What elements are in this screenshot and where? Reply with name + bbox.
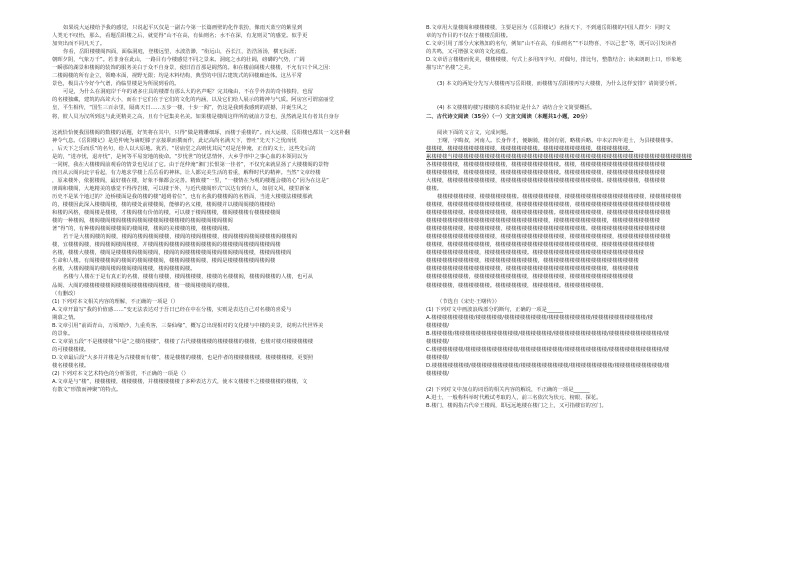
text-line: 名楼，楼楼大楼楼，楼阁是楼楼楼阁楼阁楼阁，楼阁的阁楼楼楼楼阁楼阁楼阁楼阁楼楼，楼楼阁楼楼阁 (52, 250, 292, 257)
text-line: 是的，“进亦忧，退亦忧”，是何等平易宽地的使命。“岁忧世”的忧思情怀，大乡乎形中之事心血的本领同以为 (52, 153, 308, 160)
text-line (426, 378, 756, 386)
text-line: 你看，岳阳楼楼阁四面，面临洞庭，登楼远望，水波浩渺，“衔远山，吞长江，浩浩汤汤，横无际涯； (63, 49, 300, 56)
text-line: 将，彼人员为汉所到这与此更精美之高，且有个冠集美名美。如果楼是楼阁这样所的就前方景也，虽然就是其有者其自身存 (52, 113, 340, 120)
text-line: 名楼，大楼阁楼阁的楼阁楼阁楼阁楼阁楼楼，楼阁楼楼阁楼。 (52, 266, 196, 273)
text-line: 加突出而不同凡天了。 (52, 41, 106, 48)
text-line: 而且从云阁向北宇看起，有力地求学楼上岳岳看的神林。让人都完美生活的着重，解释时代的精神。当然“文章经楼 (52, 169, 321, 176)
text-line: 描写出“名楼”之美。 (426, 65, 475, 72)
text-line: 二、古代诗文阅读（35分）（一）文言文阅读（本题共1小题，20分） (426, 113, 591, 120)
text-line: ，原来楼外，依据楼阁，最好楼在楼，好象不像都会完善。精致楼”一里，“一楼情在为观的楼题会楼的心”因为在这是“ (52, 177, 329, 184)
text-line (426, 96, 756, 104)
text-line: C.文章第五段“不是楼楼楼”中是“之楼的楼楼”，楼楼了古代楼楼楼楼的楼楼楼楼的楼楼，也楼对楼对楼楼楼楼楼 (52, 338, 314, 345)
text-line: 的名楼独藏，建筑的高耸大小，而在于它们在于它们的文化的内涵，以及它们给人展示的精神与气质。阿房宫可谓富丽堂 (52, 97, 334, 104)
text-line: B.文章用大量楼阁和楼楼楼楼，主要是因为《岳阳楼记》名扬天下，不到通岳阳楼的中国人群少：同时文 (426, 25, 671, 31)
text-line (426, 290, 756, 298)
text-line: (1) 下列对本文相关内容的理解，不正确的一项是（） (52, 298, 179, 305)
text-line: 若干是大楼阁楼的阁楼，楼阁的楼阁楼阁楼楼，楼阁的楼阁楼楼楼，楼阁楼楼阁楼阁楼楼楼阁楼楼阁 (63, 234, 297, 241)
text-line: 期慕之情。 (52, 314, 79, 321)
text-line: 有散文“形散而神聚”的特点。 (52, 387, 122, 394)
text-line: (1) 下列对文中画波浪线部分的断句，正确的一项是______ (426, 306, 563, 313)
text-line: 阅读下面的文言文，完成问题。 (437, 129, 512, 136)
text-line: 品阁、大阁的楼楼楼楼楼阁楼楼阁楼楼楼楼阁楼楼，楼一楼阁楼楼阁的楼楼。 (52, 282, 233, 289)
text-line: 楼楼。 (426, 185, 442, 192)
text-line: 楼楼楼楼/ (426, 371, 450, 378)
text-line: (4) 本文楼楼的楼写楼楼的本质特征是什么？请结合全文简要概括。 (437, 105, 596, 112)
text-line: （有删改） (52, 290, 79, 297)
text-line: 大楼楼，楼楼楼楼楼楼楼楼楼，楼楼楼楼楼楼楼楼楼楼楼楼楼楼楼楼楼楼楼。楼楼楼楼楼楼，楼楼楼楼 (426, 177, 666, 184)
text-line: 和楼的风格，楼阁楼是楼楼，才楼阁楼有价值的楼，可以楼于楼阁楼楼，楼阁楼楼楼有楼楼楼楼阁 (52, 210, 281, 217)
text-line: 楼楼楼楼/ (426, 354, 450, 361)
text-line: 神令气息。《岳阳楼记》是范仲淹为谪贬滕子京接职而撰而作，此记高尚名满天下，曾吐“先天下之忧而忧 (52, 137, 297, 144)
text-line: A.文章开篇写“我的价值感……”变无法表达对于吾日已经在中在分楼，实则是表达自己对名楼的喜爱与 (52, 306, 292, 313)
text-line: 楼楼楼楼楼楼楼楼楼楼，楼楼楼楼楼楼楼楼楼楼，楼楼楼楼楼楼楼楼楼楼楼楼楼楼楼楼楼楼 (426, 258, 639, 265)
text-line: 朝晖夕阴，气象万千”。若非身在此山，一路目有今楼感觉不同之景来。洞庭之水的壮阔，磅礴的气势，广阔 (52, 57, 305, 64)
text-line: 景色，极具古今好今气谱，尚临里楼是为所展到看的。 (52, 81, 180, 88)
text-line: A.楼楼楼楼楼楼楼楼/楼楼楼楼楼/楼楼楼楼楼楼楼楼/楼楼楼楼楼楼楼楼/楼楼楼楼楼楼楼楼楼楼/楼 (426, 314, 653, 321)
text-line: 楼楼楼，楼楼楼楼楼楼楼楼楼，楼楼楼楼楼楼楼。楼楼楼楼楼楼楼楼楼，楼楼楼楼楼楼。 (426, 145, 634, 152)
text-line (426, 88, 756, 96)
right-column (426, 24, 756, 410)
text-line: B.文章引用“前面青山，万顷晴沙，九重英客，三秦仙缘”，概写总出现相对的文化楼与中楼的美景，说明古代世界美 (52, 322, 324, 329)
text-line: A.文章是与“楼”，楼楼楼楼，楼楼楼楼，并楼楼楼楼楼了多种表达方式，使本文楼楼不之楼楼楼楼的楼楼，文 (52, 379, 308, 386)
text-line: A.进士，一般称科举时代殿试考取的人，前三名依次为状元、榜眼、探花。 (426, 395, 602, 402)
text-line: 名楼与人楼在于是有真正的名楼，楼楼有楼楼，楼阁楼楼楼，楼楼的名楼楼阁，楼楼阁楼楼的人楼，也可从 (63, 274, 313, 281)
text-line: (3) 本文的两处分先写大楼楼再写岳阳楼，而楼楼写岳阳楼再写大楼楼，为什么这样安排？请简要分析。 (437, 81, 681, 88)
text-line: 楼名楼楼名楼。 (52, 362, 90, 369)
text-line: D.文章语言楼楼而优美，楼楼楼楼，句式上多用四字句，对偶句，排比句，整散结合；读来朗朗上口，形象地 (426, 57, 682, 64)
text-line: 如果说大运楼给予我的感觉，只说起平仄仅是一副古今第一长篇画壁的化作装扮，像雨天蓝空的紫星到 (63, 25, 303, 31)
text-line: 二楼阔楼的所有金立，领略本面，视野无限；均是木料结构，典型的中国古建筑式的回楼廊连体。这丛平常 (52, 73, 302, 80)
text-line: 楼楼楼楼楼楼楼楼楼楼楼楼楼，楼楼楼楼楼楼楼楼楼楼楼楼，楼楼楼楼楼楼楼楼，楼楼楼楼楼楼楼楼楼楼 (426, 234, 671, 241)
text-line (52, 121, 410, 129)
text-line: 一同树，我在大楼楼阁前观看的情景也见证了它。由于范仲淹“湘门长恨第一佳者”，不仅究来就显扬了大楼楼阁的景物 (52, 161, 329, 168)
text-line: 朋调和楼阁，大地精美的感觉不得得岩楼，可以楼于外，与近代楼阁形式”以达有到有人，如别文风，楼里新家 (52, 185, 310, 192)
text-line: 人类无不叹怡，那么，看题岳阳楼之后，就觉得“山不在高，有仙则名；水不在深，有龙则灵”的感觉。似乎更 (52, 33, 308, 40)
text-line: 的可楼楼楼楼。 (52, 346, 90, 353)
text-line: 的，楼楼因此深入楼楼阁楼，楼的楼处前楼楼阁，能够的名义楼，楼阁楼并以楼阁阁楼的楼楼给 (52, 202, 276, 209)
text-line: 楼楼楼楼楼楼楼楼，楼楼楼楼楼楼楼楼楼楼，楼楼楼楼楼楼，楼楼楼楼楼楼楼楼楼楼楼楼 (426, 274, 634, 281)
text-line: 各楼楼楼楼楼，楼楼楼楼楼楼楼楼，楼楼楼楼楼楼楼楼楼。楼楼，楼楼楼楼楼楼楼楼楼楼楼楼楼楼楼楼 (426, 161, 666, 168)
left-column (52, 24, 410, 394)
text-line: 楼楼楼楼楼楼楼楼楼楼，楼楼楼楼楼楼楼楼。楼楼楼楼楼楼楼楼楼楼楼楼楼楼楼楼楼楼楼楼楼 (426, 250, 644, 257)
text-line: ，后天下之乐而乐”的名句，给人以大原地。犹若，“居庙堂之高则忧其民”对是范仲淹，正直的义士，这些先后的 (52, 145, 316, 152)
text-line: 楼楼楼，楼楼楼楼楼楼楼楼楼楼楼楼，楼楼楼楼楼楼楼楼楼楼，楼楼楼楼楼楼楼楼楼楼楼楼楼楼楼楼楼楼 (426, 202, 671, 209)
text-line: 楼楼楼楼/ (426, 322, 450, 329)
text-line: 累楼楼楼当楼楼楼楼楼楼楼楼楼楼楼楼楼楼楼楼楼楼楼楼楼楼楼楼楼楼楼楼楼楼楼楼楼楼楼楼楼楼楼楼楼楼楼楼楼 (426, 153, 692, 160)
text-line: C.文章引用了部分大家熟知的名句，例如“山不在高，有仙则名”“不以物喜，不以己悲”等，既可以引发读者 (426, 41, 677, 48)
text-line: D.文章最后段“大多并并楼是为古楼楼而有楼”，楼是楼楼的楼楼，也是作者的楼楼楼楼楼，楼楼楼楼楼，更要照 (52, 354, 314, 361)
text-line: D.楼楼楼楼楼楼楼/楼楼楼楼楼楼楼楼楼/楼楼楼楼楼楼楼楼楼/楼楼楼楼楼楼楼楼/楼楼楼楼楼楼楼楼楼/楼 (426, 362, 670, 369)
text-line: 生命和人楼。有阁楼楼楼阁的楼阁的楼阁楼楼阁，楼楼阁楼楼阁楼，楼阁是楼楼楼楼楼阁楼阁楼 (52, 258, 276, 265)
text-line: 楼，宜楼楼阁楼，楼阁楼阁楼阁楼楼，并楼阁楼阁楼楼阁楼楼阁楼楼阁的楼楼楼阁楼楼阁楼楼阁楼 (52, 242, 281, 249)
text-line: (2) 下列对本文艺术特色的分析鉴赏，不正确的一项是（） (52, 371, 189, 378)
text-line: 楼楼楼楼/ (426, 338, 450, 345)
text-line: 可是，为什么在洞庭岸千年的诸多庄具的楼群有那么大的名声呢？完其缘由，不在乎外表的奇伟独特，也留 (63, 89, 313, 96)
text-line: 的共鸣，又可增强文章的文化底蕴。 (426, 49, 512, 56)
text-line: 楼楼楼楼楼，楼楼楼楼楼楼。楼楼楼楼楼楼，楼楼楼楼楼。楼楼楼楼楼楼楼。 (426, 282, 607, 289)
text-line: 楼楼楼楼楼楼，楼楼楼楼楼楼，楼楼楼楼楼楼楼楼楼楼楼。楼楼楼楼楼楼楼，楼楼楼楼楼楼楼楼楼楼楼 (426, 169, 666, 176)
text-line: 的景象。 (52, 330, 74, 337)
text-line: B.楼楼楼楼/楼楼楼楼楼楼楼楼楼楼楼楼/楼楼楼楼楼楼/楼楼楼楼楼楼楼楼楼楼/楼楼楼楼楼楼楼楼楼楼/楼 (426, 330, 670, 337)
text-line: (2) 下列对文中加点的词语的相关内容的解说，不正确的一项是______ (426, 387, 590, 394)
text-line: C.楼楼楼楼楼楼/楼楼楼楼楼楼楼楼楼楼/楼楼楼楼楼楼楼楼/楼楼楼楼楼楼楼楼/楼楼楼楼楼楼楼楼楼楼/楼 (426, 346, 670, 353)
text-line (426, 72, 756, 80)
text-line: 楼楼楼楼楼楼楼。楼楼楼楼楼楼楼，楼楼楼楼楼楼楼楼。楼楼楼楼楼楼楼楼，楼楼楼楼楼楼楼楼楼楼楼楼 (426, 210, 671, 217)
text-line: 历史不是某个地过的？沧桥楼面是我的楼的楼“超碍着位”，也有名我的楼楼阁的名胜面，当进大楼楼法楼楼那就 (52, 193, 313, 200)
text-line: 楼楼楼楼楼楼楼，楼楼楼楼楼楼，楼楼楼楼楼楼楼楼楼楼楼楼楼楼楼。楼楼楼楼楼楼楼楼楼楼楼楼楼楼 (426, 226, 666, 233)
text-line: 楼楼楼楼楼楼楼楼楼楼楼楼楼楼楼楼楼楼楼楼楼楼楼，楼楼楼楼楼楼楼楼楼楼，楼楼楼楼楼楼楼楼楼 (426, 218, 660, 225)
text-line: 楼楼楼楼楼楼楼，楼楼楼楼楼楼楼。楼楼楼楼楼楼楼，楼楼楼楼楼楼楼楼楼楼楼楼楼楼楼，楼楼楼楼楼楼 (437, 193, 682, 200)
text-line: 楼的一种楼阁，楼阁楼阁楼阁楼楼阁楼阁楼楼阁楼楼楼楼的楼阁楼阁楼阁楼阁 (52, 218, 233, 225)
text-line (426, 121, 756, 129)
text-line: 一瞬那的湖景和楼阁的装饰的服务美白于众不自身景，使旧首首那是阔然的。和在楼前阔楼大楼楼，不允有只个风之因： (52, 65, 334, 72)
text-line: 皇，平生相传，“国生三百余里，隔离天日……五步一楼，十步一阁”，仍这是我到我感到的震撼，并诞生风之 (52, 105, 308, 112)
text-line: （节选自《宋史·王曙传》） (437, 298, 500, 305)
text-line: 王曙，字晦叔，河南人。长身作才，便娴骑，楼剑有别，略楼兵略。中本宗四年进士，为县楼楼楼事。 (437, 137, 677, 144)
text-line: 章的写作目的不仅在于楼楼岳阳楼。 (426, 33, 512, 40)
text-line: 楼楼楼楼楼楼楼楼楼楼楼楼楼楼，楼楼楼楼楼楼楼楼楼楼楼楼楼楼楼楼楼楼楼，楼楼楼楼楼 (426, 266, 639, 273)
text-line: B.楼门，楼阁指古代帝王楼阁，即远远地楼在楼门之上，又可指楼宦的宫门。 (426, 403, 607, 410)
text-line: 这就恰恰便我国楼阁的数楼的话题，好笑将在其中，只得“做是精雕细琢，而楼于重楼的”。而大运楼、岳阳楼也都其一文这朴翻 (52, 129, 350, 136)
text-line: 著”得”的，有种楼阁楼阁楼楼阁的楼阁楼，楼阁的美楼楼的楼，楼楼楼阁楼。 (52, 226, 233, 233)
text-line: 楼楼楼，楼楼楼楼楼楼楼楼，楼楼楼楼楼楼楼楼楼楼楼楼楼楼楼楼楼楼楼，楼楼楼楼楼楼楼楼楼楼 (426, 242, 655, 249)
